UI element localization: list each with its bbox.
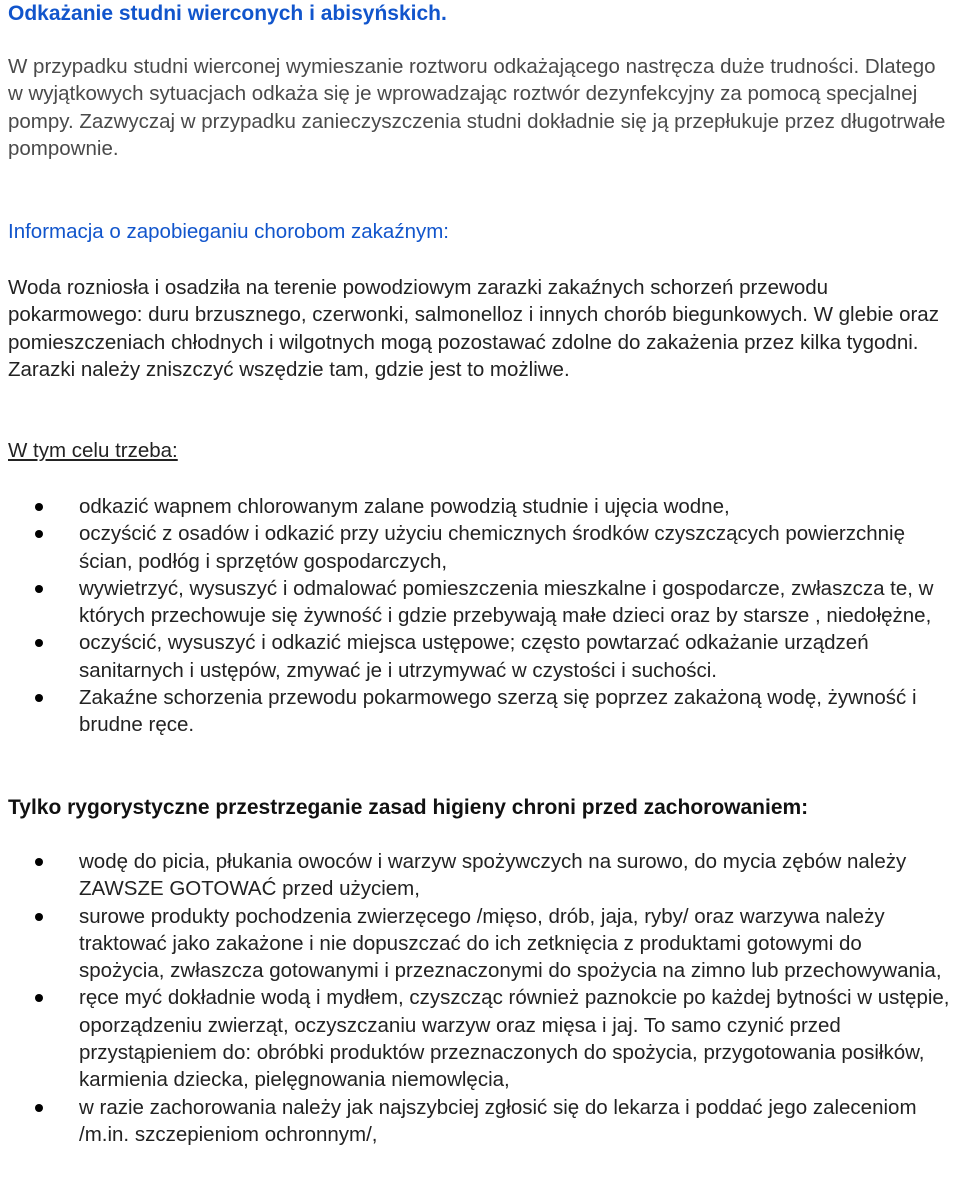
info-heading: Informacja o zapobieganiu chorobom zakaźnym: xyxy=(8,220,449,243)
bullet-icon xyxy=(35,994,43,1002)
list-item xyxy=(0,629,950,684)
purpose-list xyxy=(0,493,950,739)
list-item xyxy=(0,520,950,575)
bullet-icon xyxy=(35,858,43,866)
info-paragraph: Woda rozniosła i osadziła na terenie powodziowym zarazki zakaźnych schorzeń przewodu pokarmowego: duru brzusznego, czerwonki, salmonelloz i innych chorób biegunkowych. W glebie oraz pomieszczeniach chłodnych i wilgotnych mogą pozostawać zdolne do zakażenia przez kilka tygodni. Zarazki należy zniszczyć wszędzie tam, gdzie jest to możliwe. xyxy=(8,276,939,381)
list-item xyxy=(0,493,950,520)
list-item-text: odkazić wapnem chlorowanym zalane powodzią studnie i ujęcia wodne, xyxy=(79,495,730,518)
list-item xyxy=(0,684,950,739)
document-title: Odkażanie studni wierconych i abisyńskich. xyxy=(8,2,447,25)
list-item xyxy=(0,848,950,903)
bullet-icon xyxy=(35,530,43,538)
bullet-icon xyxy=(35,585,43,593)
list-item-text: wywietrzyć, wysuszyć i odmalować pomieszczenia mieszkalne i gospodarcze, zwłaszcza te, w których przechowuje się żywność i gdzie przebywają małe dzieci oraz by starsze , niedołężne, xyxy=(79,576,934,628)
list-item xyxy=(0,1094,950,1149)
bullet-icon xyxy=(35,1104,43,1112)
list-item-text: oczyścić z osadów i odkazić przy użyciu chemicznych środków czyszczących powierzchnię ścian, podłóg i sprzętów gospodarczych, xyxy=(79,522,905,573)
list-item-text: Zakaźne schorzenia przewodu pokarmowego szerzą się poprzez zakażoną wodę, żywność i brudne ręce. xyxy=(79,686,917,737)
bullet-icon xyxy=(35,639,43,647)
hygiene-heading: Tylko rygorystyczne przestrzeganie zasad higieny chroni przed zachorowaniem: xyxy=(8,796,809,819)
list-item-text: wodę do picia, płukania owoców i warzyw spożywczych na surowo, do mycia zębów należy ZAWSZE GOTOWAĆ przed użyciem, xyxy=(79,850,907,901)
bullet-icon xyxy=(35,503,43,511)
list-item-text: oczyścić, wysuszyć i odkazić miejsca ustępowe; często powtarzać odkażanie urządzeń sanitarnych i ustępów, zmywać je i utrzymywać w czystości i suchości. xyxy=(79,631,869,682)
list-item xyxy=(0,575,950,630)
list-item-text: ręce myć dokładnie wodą i mydłem, czyszcząc również paznokcie po każdej bytności w ustępie, oporządzeniu zwierząt, oczyszczaniu warzyw oraz mięsa i jaj. To samo czynić przed przystąpieniem do: obróbki produktów przeznaczonych do spożycia, przygotowania posiłków, karmienia dziecka, pielęgnowania niemowlęcia, xyxy=(79,986,950,1092)
list-item-text: surowe produkty pochodzenia zwierzęcego /mięso, drób, jaja, ryby/ oraz warzywa należy traktować jako zakażone i nie dopuszczać do ich zetknięcia z produktami gotowymi do spożycia, zwłaszcza gotowanymi i przeznaczonymi do spożycia na zimno lub przechowywania, xyxy=(79,904,942,983)
bullet-icon xyxy=(35,913,43,921)
bullet-icon xyxy=(35,694,43,702)
purpose-label: W tym celu trzeba: xyxy=(8,439,178,462)
list-item xyxy=(0,984,950,1093)
list-item-text: w razie zachorowania należy jak najszybciej zgłosić się do lekarza i poddać jego zaleceniom /m.in. szczepieniom ochronnym/, xyxy=(79,1095,917,1146)
hygiene-list xyxy=(0,848,950,1148)
list-item xyxy=(0,903,950,985)
intro-paragraph: W przypadku studni wierconej wymieszanie roztworu odkażającego nastręcza duże trudności. Dlatego w wyjątkowych sytuacjach odkaża się je wprowadzając roztwór dezynfekcyjny za pomocą specjalnej pompy. Zazwyczaj w przypadku zanieczyszczenia studni dokładnie się ją przepłukuje przez długotrwałe pompownie. xyxy=(8,55,946,160)
